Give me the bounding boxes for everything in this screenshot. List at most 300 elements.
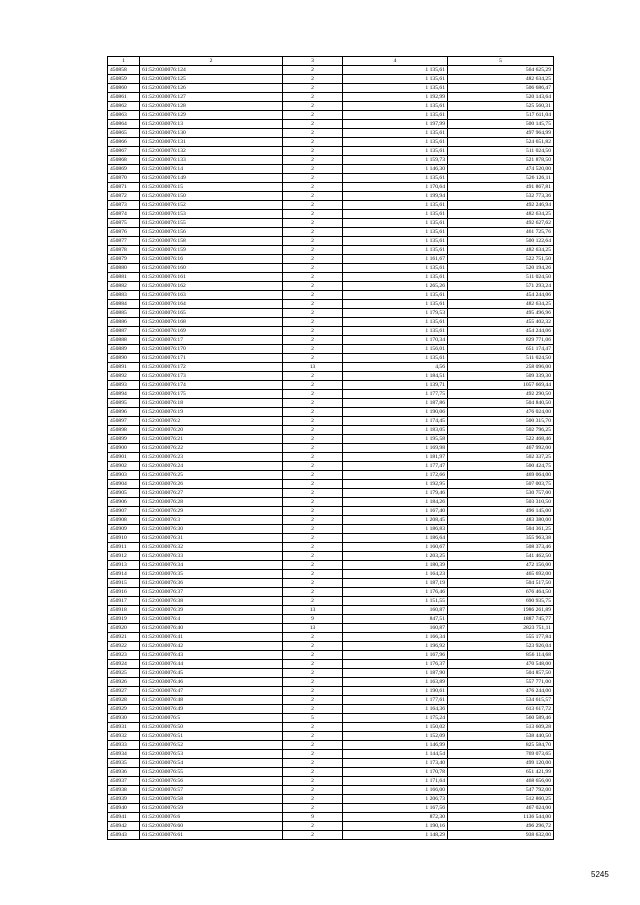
cadastral-number-cell: 61:52:0030076:133 xyxy=(140,156,283,165)
table-row xyxy=(108,426,554,435)
value-cell: 495 496,96 xyxy=(448,309,554,318)
cadastral-number-cell: 61:52:0030076:23 xyxy=(140,453,283,462)
type-cell: 2 xyxy=(283,318,343,327)
value-cell: 555 177,84 xyxy=(448,633,554,642)
cadastral-number-cell: 61:52:0030076:21 xyxy=(140,435,283,444)
value-cell: 506 686,47 xyxy=(448,84,554,93)
row-id-cell: 450883 xyxy=(108,291,140,300)
value-cell: 1986 261,89 xyxy=(448,606,554,615)
page-number: 5245 xyxy=(591,870,609,879)
value-cell: 504 361,25 xyxy=(448,525,554,534)
value-cell: 497 964,99 xyxy=(448,129,554,138)
area-cell: 1 181,97 xyxy=(343,453,448,462)
column-header-1: 1 xyxy=(108,57,140,66)
area-cell: 872,30 xyxy=(343,813,448,822)
type-cell: 2 xyxy=(283,147,343,156)
row-id-cell: 450867 xyxy=(108,147,140,156)
cadastral-number-cell: 61:52:0030076:5 xyxy=(140,714,283,723)
value-cell: 1136 544,00 xyxy=(448,813,554,822)
type-cell: 2 xyxy=(283,453,343,462)
row-id-cell: 450917 xyxy=(108,597,140,606)
type-cell: 2 xyxy=(283,597,343,606)
row-id-cell: 450910 xyxy=(108,534,140,543)
row-id-cell: 450941 xyxy=(108,813,140,822)
area-cell: 1 135,61 xyxy=(343,84,448,93)
type-cell: 5 xyxy=(283,714,343,723)
type-cell: 2 xyxy=(283,435,343,444)
area-cell: 1 167,56 xyxy=(343,804,448,813)
cadastral-number-cell: 61:52:0030076:27 xyxy=(140,489,283,498)
row-id-cell: 450915 xyxy=(108,579,140,588)
value-cell: 467 024,00 xyxy=(448,804,554,813)
table-row xyxy=(108,192,554,201)
type-cell: 2 xyxy=(283,471,343,480)
cadastral-number-cell: 61:52:0030076:46 xyxy=(140,678,283,687)
cadastral-number-cell: 61:52:0030076:4 xyxy=(140,615,283,624)
row-id-cell: 450926 xyxy=(108,678,140,687)
cadastral-number-cell: 61:52:0030076:2 xyxy=(140,417,283,426)
area-cell: 160,87 xyxy=(343,624,448,633)
table-row xyxy=(108,651,554,660)
cadastral-number-cell: 61:52:0030076:13 xyxy=(140,120,283,129)
value-cell: 476 244,00 xyxy=(448,687,554,696)
type-cell: 2 xyxy=(283,669,343,678)
row-id-cell: 450887 xyxy=(108,327,140,336)
cadastral-number-cell: 61:52:0030076:3 xyxy=(140,516,283,525)
row-id-cell: 450922 xyxy=(108,642,140,651)
type-cell: 2 xyxy=(283,579,343,588)
row-id-cell: 450888 xyxy=(108,336,140,345)
row-id-cell: 450875 xyxy=(108,219,140,228)
value-cell: 769 073,65 xyxy=(448,750,554,759)
area-cell: 1 135,61 xyxy=(343,75,448,84)
area-cell: 1 192,95 xyxy=(343,480,448,489)
area-cell: 1 183,05 xyxy=(343,426,448,435)
type-cell: 2 xyxy=(283,768,343,777)
type-cell: 2 xyxy=(283,426,343,435)
row-id-cell: 450866 xyxy=(108,138,140,147)
area-cell: 1 166,00 xyxy=(343,786,448,795)
value-cell: 492 290,50 xyxy=(448,390,554,399)
cadastral-number-cell: 61:52:0030076:19 xyxy=(140,408,283,417)
area-cell: 1 146,30 xyxy=(343,165,448,174)
cadastral-number-cell: 61:52:0030076:174 xyxy=(140,381,283,390)
type-cell: 2 xyxy=(283,462,343,471)
type-cell: 2 xyxy=(283,633,343,642)
cadastral-number-cell: 61:52:0030076:45 xyxy=(140,669,283,678)
cadastral-number-cell: 61:52:0030076:36 xyxy=(140,579,283,588)
area-cell: 1 135,61 xyxy=(343,138,448,147)
table-row xyxy=(108,552,554,561)
area-cell: 1 195,58 xyxy=(343,435,448,444)
table-row xyxy=(108,408,554,417)
value-cell: 690 935,75 xyxy=(448,597,554,606)
cadastral-number-cell: 61:52:0030076:43 xyxy=(140,651,283,660)
value-cell: 511 024,50 xyxy=(448,273,554,282)
row-id-cell: 450879 xyxy=(108,255,140,264)
cadastral-number-cell: 61:52:0030076:170 xyxy=(140,345,283,354)
value-cell: 651 421,99 xyxy=(448,768,554,777)
row-id-cell: 450934 xyxy=(108,750,140,759)
table-row xyxy=(108,165,554,174)
table-row xyxy=(108,588,554,597)
column-header-2: 2 xyxy=(140,57,283,66)
row-id-cell: 450933 xyxy=(108,741,140,750)
area-cell: 1 151,55 xyxy=(343,597,448,606)
area-cell: 1 180,39 xyxy=(343,561,448,570)
table-row xyxy=(108,345,554,354)
table-row xyxy=(108,102,554,111)
type-cell: 2 xyxy=(283,264,343,273)
row-id-cell: 450930 xyxy=(108,714,140,723)
type-cell: 2 xyxy=(283,327,343,336)
table-row xyxy=(108,336,554,345)
area-cell: 1 196,92 xyxy=(343,642,448,651)
type-cell: 2 xyxy=(283,660,343,669)
row-id-cell: 450899 xyxy=(108,435,140,444)
value-cell: 472 156,00 xyxy=(448,561,554,570)
type-cell: 2 xyxy=(283,66,343,75)
value-cell: 455 402,32 xyxy=(448,318,554,327)
area-cell: 1 179,46 xyxy=(343,489,448,498)
row-id-cell: 450864 xyxy=(108,120,140,129)
value-cell: 526 126,11 xyxy=(448,174,554,183)
row-id-cell: 450905 xyxy=(108,489,140,498)
cadastral-number-cell: 61:52:0030076:132 xyxy=(140,147,283,156)
value-cell: 524 651,82 xyxy=(448,138,554,147)
row-id-cell: 450862 xyxy=(108,102,140,111)
value-cell: 491 867,81 xyxy=(448,183,554,192)
type-cell: 9 xyxy=(283,813,343,822)
type-cell: 2 xyxy=(283,336,343,345)
area-cell: 1 161,67 xyxy=(343,255,448,264)
row-id-cell: 450927 xyxy=(108,687,140,696)
type-cell: 2 xyxy=(283,291,343,300)
table-row xyxy=(108,246,554,255)
value-cell: 825 584,70 xyxy=(448,741,554,750)
row-id-cell: 450925 xyxy=(108,669,140,678)
value-cell: 522 751,50 xyxy=(448,255,554,264)
type-cell: 2 xyxy=(283,516,343,525)
area-cell: 1 135,61 xyxy=(343,246,448,255)
cadastral-number-cell: 61:52:0030076:152 xyxy=(140,201,283,210)
cadastral-number-cell: 61:52:0030076:33 xyxy=(140,552,283,561)
area-cell: 1 135,61 xyxy=(343,228,448,237)
area-cell: 1 171,64 xyxy=(343,777,448,786)
type-cell: 9 xyxy=(283,615,343,624)
cadastral-number-cell: 61:52:0030076:18 xyxy=(140,399,283,408)
table-row xyxy=(108,687,554,696)
type-cell: 2 xyxy=(283,300,343,309)
cadastral-number-cell: 61:52:0030076:175 xyxy=(140,390,283,399)
cadastral-number-cell: 61:52:0030076:38 xyxy=(140,597,283,606)
value-cell: 470 548,00 xyxy=(448,660,554,669)
table-row xyxy=(108,669,554,678)
row-id-cell: 450897 xyxy=(108,417,140,426)
row-id-cell: 450943 xyxy=(108,831,140,840)
value-cell: 511 024,50 xyxy=(448,147,554,156)
cadastral-number-cell: 61:52:0030076:163 xyxy=(140,291,283,300)
table-row xyxy=(108,813,554,822)
cadastral-number-cell: 61:52:0030076:24 xyxy=(140,462,283,471)
value-cell: 468 656,00 xyxy=(448,777,554,786)
value-cell: 520 194,26 xyxy=(448,264,554,273)
area-cell: 1 203,25 xyxy=(343,552,448,561)
table-row xyxy=(108,822,554,831)
type-cell: 2 xyxy=(283,246,343,255)
type-cell: 2 xyxy=(283,183,343,192)
type-cell: 2 xyxy=(283,219,343,228)
type-cell: 2 xyxy=(283,282,343,291)
value-cell: 504 517,50 xyxy=(448,579,554,588)
area-cell: 1 187,19 xyxy=(343,579,448,588)
type-cell: 2 xyxy=(283,741,343,750)
cadastral-number-cell: 61:52:0030076:173 xyxy=(140,372,283,381)
value-cell: 496 145,00 xyxy=(448,507,554,516)
area-cell: 1 192,99 xyxy=(343,93,448,102)
cadastral-number-cell: 61:52:0030076:30 xyxy=(140,525,283,534)
row-id-cell: 450939 xyxy=(108,795,140,804)
area-cell: 1 146,99 xyxy=(343,741,448,750)
value-cell: 676 464,50 xyxy=(448,588,554,597)
value-cell: 560 589,46 xyxy=(448,714,554,723)
row-id-cell: 450923 xyxy=(108,651,140,660)
table-row xyxy=(108,615,554,624)
type-cell: 2 xyxy=(283,777,343,786)
area-cell: 1 174,45 xyxy=(343,417,448,426)
cadastral-number-cell: 61:52:0030076:131 xyxy=(140,138,283,147)
value-cell: 2823 751,11 xyxy=(448,624,554,633)
table-row xyxy=(108,120,554,129)
type-cell: 2 xyxy=(283,723,343,732)
table-row xyxy=(108,318,554,327)
row-id-cell: 450873 xyxy=(108,201,140,210)
row-id-cell: 450871 xyxy=(108,183,140,192)
table-row xyxy=(108,291,554,300)
row-id-cell: 450885 xyxy=(108,309,140,318)
cadastral-number-cell: 61:52:0030076:159 xyxy=(140,246,283,255)
value-cell: 499 120,00 xyxy=(448,759,554,768)
row-id-cell: 450911 xyxy=(108,543,140,552)
table-body xyxy=(108,66,554,840)
cadastral-number-cell: 61:52:0030076:162 xyxy=(140,282,283,291)
value-cell: 482 634,25 xyxy=(448,246,554,255)
table-row xyxy=(108,381,554,390)
row-id-cell: 450890 xyxy=(108,354,140,363)
area-cell: 1 135,61 xyxy=(343,66,448,75)
cadastral-number-cell: 61:52:0030076:168 xyxy=(140,318,283,327)
cadastral-number-cell: 61:52:0030076:34 xyxy=(140,561,283,570)
table-row xyxy=(108,372,554,381)
cadastral-number-cell: 61:52:0030076:47 xyxy=(140,687,283,696)
type-cell: 2 xyxy=(283,399,343,408)
cadastral-number-cell: 61:52:0030076:48 xyxy=(140,696,283,705)
cadastral-number-cell: 61:52:0030076:55 xyxy=(140,768,283,777)
cadastral-number-cell: 61:52:0030076:20 xyxy=(140,426,283,435)
row-id-cell: 450880 xyxy=(108,264,140,273)
area-cell: 1 184,51 xyxy=(343,372,448,381)
value-cell: 530 757,00 xyxy=(448,489,554,498)
area-cell: 1 135,61 xyxy=(343,219,448,228)
cadastral-number-cell: 61:52:0030076:17 xyxy=(140,336,283,345)
area-cell: 1 152,09 xyxy=(343,732,448,741)
table-row xyxy=(108,300,554,309)
value-cell: 511 024,50 xyxy=(448,354,554,363)
area-cell: 1 186,64 xyxy=(343,534,448,543)
row-id-cell: 450886 xyxy=(108,318,140,327)
table-row xyxy=(108,282,554,291)
value-cell: 829 771,06 xyxy=(448,336,554,345)
type-cell: 2 xyxy=(283,129,343,138)
type-cell: 2 xyxy=(283,480,343,489)
row-id-cell: 450918 xyxy=(108,606,140,615)
value-cell: 534 615,57 xyxy=(448,696,554,705)
row-id-cell: 450929 xyxy=(108,705,140,714)
type-cell: 2 xyxy=(283,759,343,768)
type-cell: 2 xyxy=(283,696,343,705)
table-row xyxy=(108,624,554,633)
row-id-cell: 450868 xyxy=(108,156,140,165)
area-cell: 1 156,01 xyxy=(343,345,448,354)
cadastral-number-cell: 61:52:0030076:153 xyxy=(140,210,283,219)
area-cell: 1 164,23 xyxy=(343,570,448,579)
cadastral-number-cell: 61:52:0030076:149 xyxy=(140,174,283,183)
table-row xyxy=(108,156,554,165)
table-row xyxy=(108,201,554,210)
cadastral-number-cell: 61:52:0030076:158 xyxy=(140,237,283,246)
area-cell: 1 190,16 xyxy=(343,822,448,831)
type-cell: 2 xyxy=(283,174,343,183)
type-cell: 2 xyxy=(283,804,343,813)
type-cell: 2 xyxy=(283,489,343,498)
type-cell: 2 xyxy=(283,678,343,687)
cadastral-number-cell: 61:52:0030076:61 xyxy=(140,831,283,840)
row-id-cell: 450874 xyxy=(108,210,140,219)
row-id-cell: 450903 xyxy=(108,471,140,480)
cadastral-number-cell: 61:52:0030076:164 xyxy=(140,300,283,309)
area-cell: 1 170,64 xyxy=(343,183,448,192)
table-row xyxy=(108,417,554,426)
table-row xyxy=(108,534,554,543)
value-cell: 541 462,50 xyxy=(448,552,554,561)
value-cell: 532 773,36 xyxy=(448,192,554,201)
cadastral-number-cell: 61:52:0030076:126 xyxy=(140,84,283,93)
cadastral-number-cell: 61:52:0030076:127 xyxy=(140,93,283,102)
row-id-cell: 450920 xyxy=(108,624,140,633)
table-row xyxy=(108,84,554,93)
area-cell: 1 170,78 xyxy=(343,768,448,777)
value-cell: 525 560,31 xyxy=(448,102,554,111)
area-cell: 1 159,73 xyxy=(343,156,448,165)
cadastral-number-cell: 61:52:0030076:58 xyxy=(140,795,283,804)
row-id-cell: 450872 xyxy=(108,192,140,201)
table-row xyxy=(108,696,554,705)
area-cell: 1 135,61 xyxy=(343,300,448,309)
row-id-cell: 450936 xyxy=(108,768,140,777)
cadastral-number-cell: 61:52:0030076:60 xyxy=(140,822,283,831)
table-row xyxy=(108,174,554,183)
type-cell: 2 xyxy=(283,786,343,795)
area-cell: 1 177,75 xyxy=(343,390,448,399)
type-cell: 2 xyxy=(283,552,343,561)
row-id-cell: 450921 xyxy=(108,633,140,642)
area-cell: 1 135,61 xyxy=(343,264,448,273)
row-id-cell: 450861 xyxy=(108,93,140,102)
table-row xyxy=(108,786,554,795)
type-cell: 2 xyxy=(283,561,343,570)
row-id-cell: 450906 xyxy=(108,498,140,507)
row-id-cell: 450884 xyxy=(108,300,140,309)
table-row xyxy=(108,273,554,282)
type-cell: 2 xyxy=(283,543,343,552)
value-cell: 474 520,00 xyxy=(448,165,554,174)
row-id-cell: 450859 xyxy=(108,75,140,84)
cadastral-number-cell: 61:52:0030076:59 xyxy=(140,804,283,813)
table-row xyxy=(108,570,554,579)
type-cell: 2 xyxy=(283,102,343,111)
row-id-cell: 450876 xyxy=(108,228,140,237)
table-row xyxy=(108,705,554,714)
table-row xyxy=(108,444,554,453)
table-row xyxy=(108,579,554,588)
value-cell: 500 145,75 xyxy=(448,120,554,129)
row-id-cell: 450869 xyxy=(108,165,140,174)
row-id-cell: 450870 xyxy=(108,174,140,183)
value-cell: 513 609,28 xyxy=(448,723,554,732)
row-id-cell: 450896 xyxy=(108,408,140,417)
row-id-cell: 450909 xyxy=(108,525,140,534)
table-row xyxy=(108,723,554,732)
cadastral-number-cell: 61:52:0030076:15 xyxy=(140,183,283,192)
value-cell: 465 692,00 xyxy=(448,570,554,579)
row-id-cell: 450907 xyxy=(108,507,140,516)
area-cell: 1 135,61 xyxy=(343,129,448,138)
cadastral-number-cell: 61:52:0030076:156 xyxy=(140,228,283,237)
row-id-cell: 450924 xyxy=(108,660,140,669)
type-cell: 2 xyxy=(283,822,343,831)
value-cell: 521 878,50 xyxy=(448,156,554,165)
row-id-cell: 450914 xyxy=(108,570,140,579)
area-cell: 1 135,61 xyxy=(343,237,448,246)
value-cell: 500 315,70 xyxy=(448,417,554,426)
value-cell: 502 337,25 xyxy=(448,453,554,462)
row-id-cell: 450902 xyxy=(108,462,140,471)
table-row xyxy=(108,255,554,264)
row-id-cell: 450931 xyxy=(108,723,140,732)
value-cell: 496 296,72 xyxy=(448,822,554,831)
cadastral-number-cell: 61:52:0030076:129 xyxy=(140,111,283,120)
value-cell: 507 003,75 xyxy=(448,480,554,489)
value-cell: 547 792,00 xyxy=(448,786,554,795)
row-id-cell: 450937 xyxy=(108,777,140,786)
value-cell: 482 634,25 xyxy=(448,75,554,84)
cadastral-number-cell: 61:52:0030076:37 xyxy=(140,588,283,597)
row-id-cell: 450940 xyxy=(108,804,140,813)
type-cell: 2 xyxy=(283,237,343,246)
value-cell: 492 246,94 xyxy=(448,201,554,210)
value-cell: 482 634,25 xyxy=(448,300,554,309)
value-cell: 520 143,64 xyxy=(448,93,554,102)
value-cell: 492 627,62 xyxy=(448,219,554,228)
value-cell: 483 380,00 xyxy=(448,516,554,525)
row-id-cell: 450882 xyxy=(108,282,140,291)
type-cell: 2 xyxy=(283,228,343,237)
area-cell: 1 176,37 xyxy=(343,660,448,669)
area-cell: 1 208,45 xyxy=(343,516,448,525)
area-cell: 1 177,47 xyxy=(343,462,448,471)
type-cell: 2 xyxy=(283,570,343,579)
area-cell: 4,56 xyxy=(343,363,448,372)
